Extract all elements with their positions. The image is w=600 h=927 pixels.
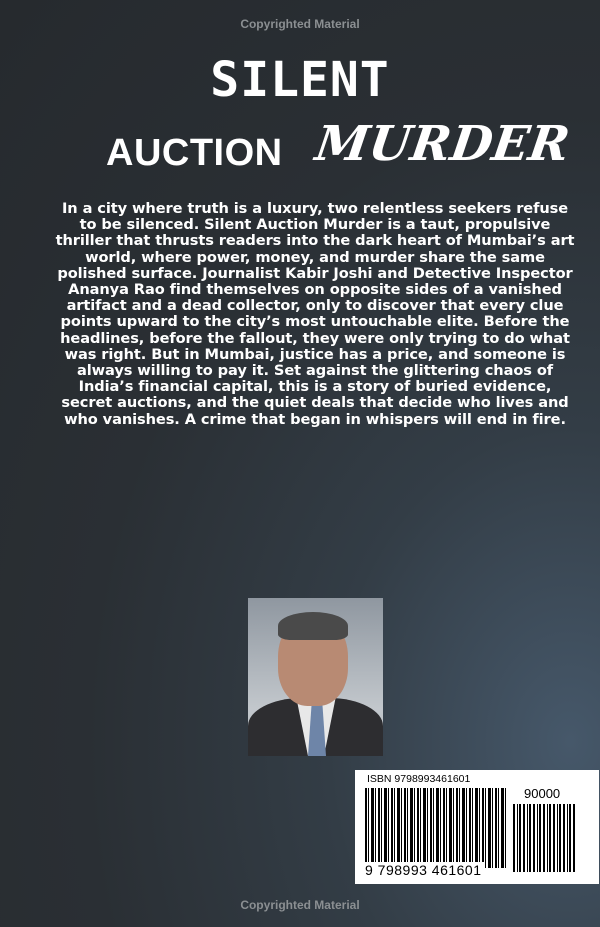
barcode-bars-icon: [365, 788, 508, 868]
hair-shape: [278, 612, 348, 640]
copyright-watermark-bottom: Copyrighted Material: [240, 898, 360, 912]
isbn-label: ISBN 9798993461601: [367, 773, 471, 785]
author-photo: [248, 598, 383, 756]
title-auction: AUCTION: [106, 132, 283, 174]
book-blurb: In a city where truth is a luxury, two relentless seekers refuse to be silenced. Silent Auction Murder is a taut, propulsive thriller that thrusts readers into the dark heart of Mumbai’s art world, where power, money, and murder share the same polished surface. Journalist Kabir Joshi and Detective Inspector Ananya Rao find themselves on opposite sides of a vanished artifact and a dead collector, only to discover that every clue points upward to the city’s most untouchable elite. Before the headlines, before the fallout, they were only trying to do what was right. But in Mumbai, justice has a price, and someone is always willing to pay it. Set against the glittering chaos of India’s financial capital, this is a story of buried evidence, secret auctions, and the quiet deals that decide who lives and who vanishes. A crime that began in whispers will end in fire.: [55, 200, 575, 428]
title-silent: SILENT: [210, 52, 390, 108]
title-murder: MURDER: [312, 116, 573, 172]
price-barcode-bars-icon: [513, 804, 575, 872]
isbn-barcode: [355, 770, 599, 884]
copyright-watermark-top: Copyrighted Material: [240, 17, 360, 31]
barcode-digits: 9 798993 461601: [365, 862, 482, 878]
price-code: 90000: [524, 786, 561, 801]
